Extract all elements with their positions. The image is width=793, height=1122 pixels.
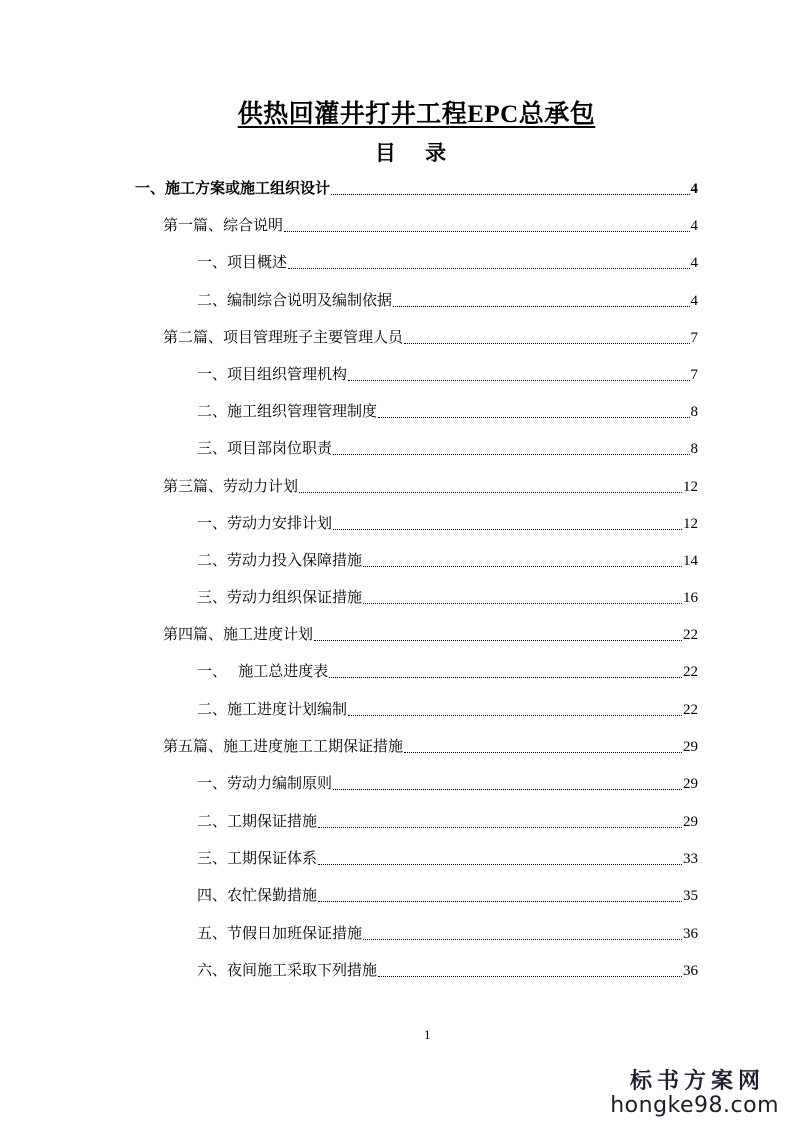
toc-entry-label: 一、施工方案或施工组织设计 — [135, 181, 331, 197]
toc-entry-page: 36 — [683, 926, 698, 942]
toc-leader-dots — [404, 752, 682, 753]
toc-entry[interactable] — [197, 514, 698, 534]
toc-entry-page: 22 — [683, 702, 698, 718]
toc-entry[interactable] — [197, 253, 698, 273]
toc-entry[interactable] — [197, 961, 698, 981]
toc-entry-label: 一、项目组织管理机构 — [197, 367, 348, 383]
toc-entry[interactable] — [163, 328, 698, 348]
toc-entry-label: 三、工期保证体系 — [197, 851, 318, 867]
toc-entry-label: 一、 施工总进度表 — [197, 664, 329, 680]
toc-entry[interactable] — [135, 179, 698, 199]
toc-entry-page: 12 — [683, 479, 698, 495]
toc-entry[interactable] — [163, 737, 698, 757]
toc-entry-page: 8 — [690, 441, 698, 457]
toc-entry-label: 二、施工进度计划编制 — [197, 702, 348, 718]
toc-entry-label: 第四篇、施工进度计划 — [163, 627, 314, 643]
toc-leader-dots — [378, 417, 689, 418]
toc-leader-dots — [333, 789, 682, 790]
toc-entry[interactable] — [197, 588, 698, 608]
toc-entry[interactable] — [197, 291, 698, 311]
toc-entry-page: 35 — [683, 888, 698, 904]
toc-entry[interactable] — [197, 402, 698, 422]
toc-entry[interactable] — [163, 477, 698, 497]
toc-entry-page: 7 — [690, 367, 698, 383]
toc-entry[interactable] — [197, 365, 698, 385]
toc-entry-page: 22 — [683, 627, 698, 643]
toc-heading: 目 录 — [374, 141, 459, 165]
toc-entry-label: 一、劳动力安排计划 — [197, 516, 333, 532]
toc-entry-page: 4 — [690, 218, 698, 234]
toc-entry-label: 一、项目概述 — [197, 255, 288, 271]
toc-leader-dots — [333, 454, 689, 455]
watermark-logo — [610, 1068, 779, 1118]
toc-entry-page: 14 — [683, 553, 698, 569]
toc-leader-dots — [284, 231, 689, 232]
toc-entry[interactable] — [163, 216, 698, 236]
toc-entry-label: 三、劳动力组织保证措施 — [197, 590, 363, 606]
toc-entry-page: 7 — [690, 330, 698, 346]
toc-leader-dots — [329, 677, 682, 678]
toc-entry-label: 一、劳动力编制原则 — [197, 776, 333, 792]
toc-leader-dots — [363, 939, 682, 940]
watermark-chinese-text: 标书方案网 — [629, 1068, 765, 1094]
toc-leader-dots — [363, 566, 682, 567]
toc-entry-label: 二、劳动力投入保障措施 — [197, 553, 363, 569]
toc-entry-page: 12 — [683, 516, 698, 532]
toc-entry-page: 29 — [683, 814, 698, 830]
toc-entry[interactable] — [197, 551, 698, 571]
toc-entry-label: 第二篇、项目管理班子主要管理人员 — [163, 330, 404, 346]
toc-entry-page: 22 — [683, 664, 698, 680]
toc-entry-label: 三、项目部岗位职责 — [197, 441, 333, 457]
toc-leader-dots — [331, 194, 689, 195]
toc-entry-label: 第一篇、综合说明 — [163, 218, 284, 234]
toc-entry-page: 8 — [690, 404, 698, 420]
toc-entry-label: 五、节假日加班保证措施 — [197, 926, 363, 942]
toc-entry[interactable] — [197, 774, 698, 794]
toc-entry[interactable] — [197, 439, 698, 459]
toc-entry-label: 六、夜间施工采取下列措施 — [197, 963, 378, 979]
toc-entry-label: 二、施工组织管理管理制度 — [197, 404, 378, 420]
document-title: 供热回灌井打井工程EPC总承包 — [237, 101, 596, 128]
toc-leader-dots — [318, 864, 682, 865]
toc-leader-dots — [314, 640, 682, 641]
toc-entry[interactable] — [197, 700, 698, 720]
watermark-url-text: hongke98.com — [610, 1093, 779, 1118]
toc-entry-label: 第五篇、施工进度施工工期保证措施 — [163, 739, 404, 755]
toc-leader-dots — [299, 492, 682, 493]
toc-entry[interactable] — [197, 886, 698, 906]
toc-leader-dots — [333, 529, 682, 530]
toc-entry-page: 29 — [683, 776, 698, 792]
toc-entry-label: 四、农忙保勤措施 — [197, 888, 318, 904]
toc-entry-label: 二、工期保证措施 — [197, 814, 318, 830]
toc-entry-page: 16 — [683, 590, 698, 606]
toc-leader-dots — [348, 380, 689, 381]
toc-leader-dots — [318, 827, 682, 828]
toc-leader-dots — [318, 901, 682, 902]
toc-entry[interactable] — [197, 849, 698, 869]
toc-entry[interactable] — [197, 662, 698, 682]
toc-leader-dots — [393, 306, 689, 307]
toc-leader-dots — [378, 976, 682, 977]
toc-entry[interactable] — [163, 625, 698, 645]
toc-entry-page: 4 — [690, 255, 698, 271]
toc-entry-page: 29 — [683, 739, 698, 755]
toc-leader-dots — [363, 603, 682, 604]
toc-entry-page: 4 — [690, 181, 698, 197]
toc-entry-page: 4 — [690, 293, 698, 309]
toc-entry[interactable] — [197, 924, 698, 944]
toc-leader-dots — [288, 268, 689, 269]
toc-entry-label: 第三篇、劳动力计划 — [163, 479, 299, 495]
toc-entry-page: 36 — [683, 963, 698, 979]
toc-entry-label: 二、编制综合说明及编制依据 — [197, 293, 393, 309]
toc-entry-page: 33 — [683, 851, 698, 867]
toc-leader-dots — [404, 343, 689, 344]
toc-leader-dots — [348, 715, 682, 716]
page-number: 1 — [424, 1027, 431, 1042]
toc-entry[interactable] — [197, 812, 698, 832]
